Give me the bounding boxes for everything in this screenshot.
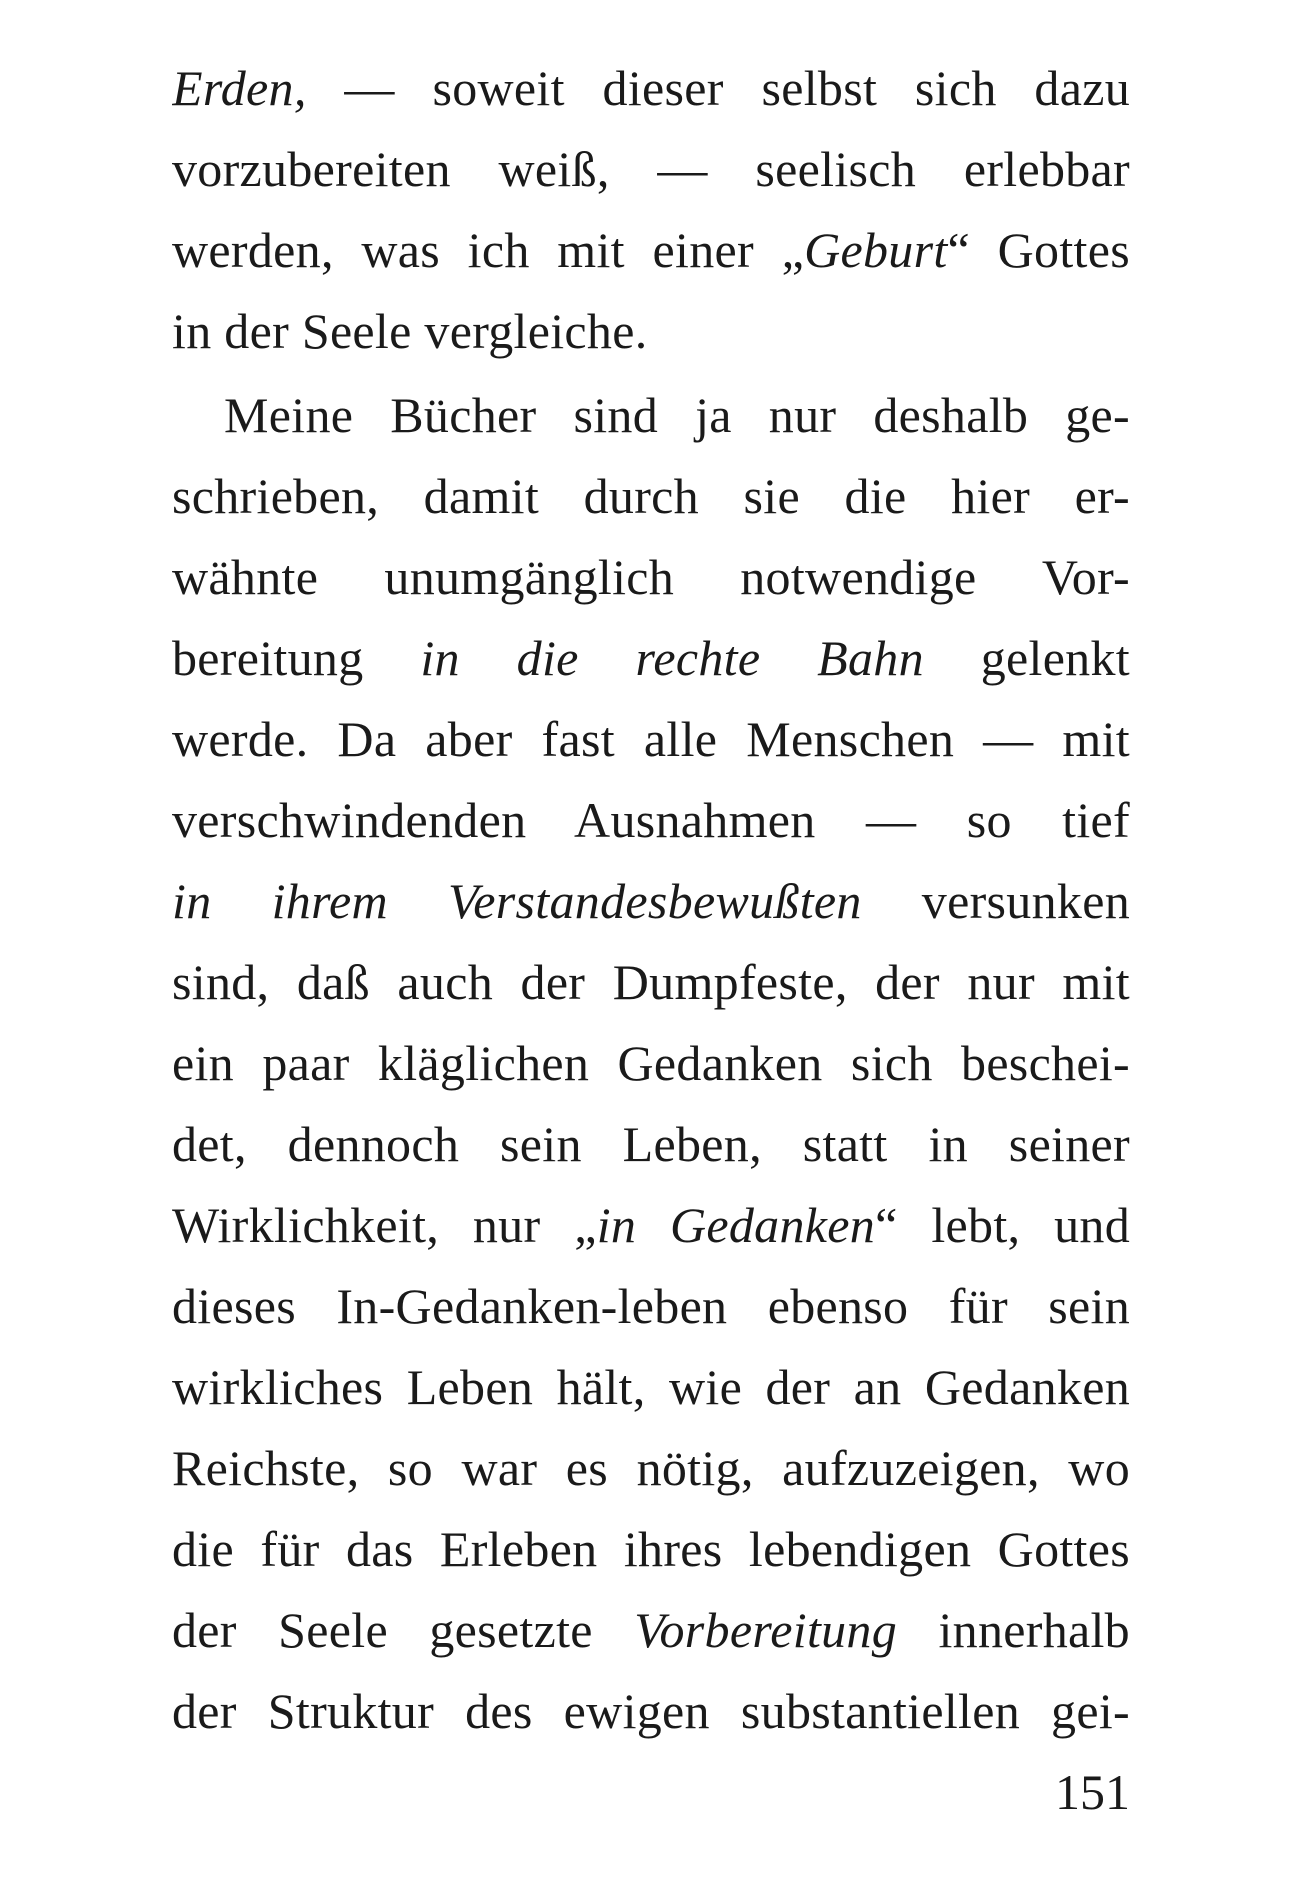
italic-phrase: Geburt — [804, 222, 948, 278]
text-run: — soweit dieser selbst sich dazu — [306, 60, 1130, 116]
text-line: ein paar kläglichen Gedanken sich beschei- — [172, 1035, 1130, 1091]
text-run: werden, was ich mit einer „ — [172, 222, 805, 278]
text-run: der Seele gesetzte — [172, 1602, 635, 1658]
italic-phrase: in ihrem Verstandesbewußten — [172, 873, 862, 929]
text-line: Meine Bücher sind ja nur deshalb ge- — [224, 387, 1130, 443]
text-run: “ Gottes — [947, 222, 1130, 278]
text-line: schrieben, damit durch sie die hier er- — [172, 468, 1130, 524]
text-run: “ lebt, und — [875, 1197, 1130, 1253]
text-line — [172, 861, 1130, 942]
text-line: sind, daß auch der Dumpfeste, der nur mit — [172, 954, 1130, 1010]
italic-phrase: Erden, — [172, 60, 307, 116]
text-line: der Struktur des ewigen substantiellen gei- — [172, 1683, 1130, 1739]
text-run: gelenkt — [923, 630, 1130, 686]
text-line: vorzubereiten weiß, — seelisch erlebbar — [172, 141, 1130, 197]
text-line: die für das Erleben ihres lebendigen Gottes — [172, 1521, 1130, 1577]
text-line: Reichste, so war es nötig, aufzuzeigen, wo — [172, 1440, 1130, 1496]
body-text — [172, 48, 1130, 1752]
text-line: dieses In-Gedanken-leben ebenso für sein — [172, 1278, 1130, 1334]
text-line — [172, 1590, 1130, 1671]
page-number: 151 — [1055, 1764, 1130, 1820]
text-line: verschwindenden Ausnahmen — so tief — [172, 792, 1130, 848]
text-line: in der Seele vergleiche. — [172, 303, 648, 359]
text-line: wähnte unumgänglich notwendige Vor- — [172, 549, 1130, 605]
text-line: werde. Da aber fast alle Menschen — mit — [172, 711, 1130, 767]
italic-phrase: Vorbereitung — [634, 1602, 898, 1658]
text-line — [172, 48, 1130, 129]
text-run: innerhalb — [897, 1602, 1130, 1658]
text-line — [172, 210, 1130, 291]
text-line: wirkliches Leben hält, wie der an Gedanken — [172, 1359, 1130, 1415]
italic-phrase: in Gedanken — [596, 1197, 876, 1253]
text-run: versunken — [861, 873, 1130, 929]
italic-phrase: in die rechte Bahn — [420, 630, 924, 686]
text-run: bereitung — [172, 630, 421, 686]
text-run: Wirklichkeit, nur „ — [172, 1197, 597, 1253]
text-line: det, dennoch sein Leben, statt in seiner — [172, 1116, 1130, 1172]
text-line — [172, 618, 1130, 699]
text-line — [172, 1185, 1130, 1266]
